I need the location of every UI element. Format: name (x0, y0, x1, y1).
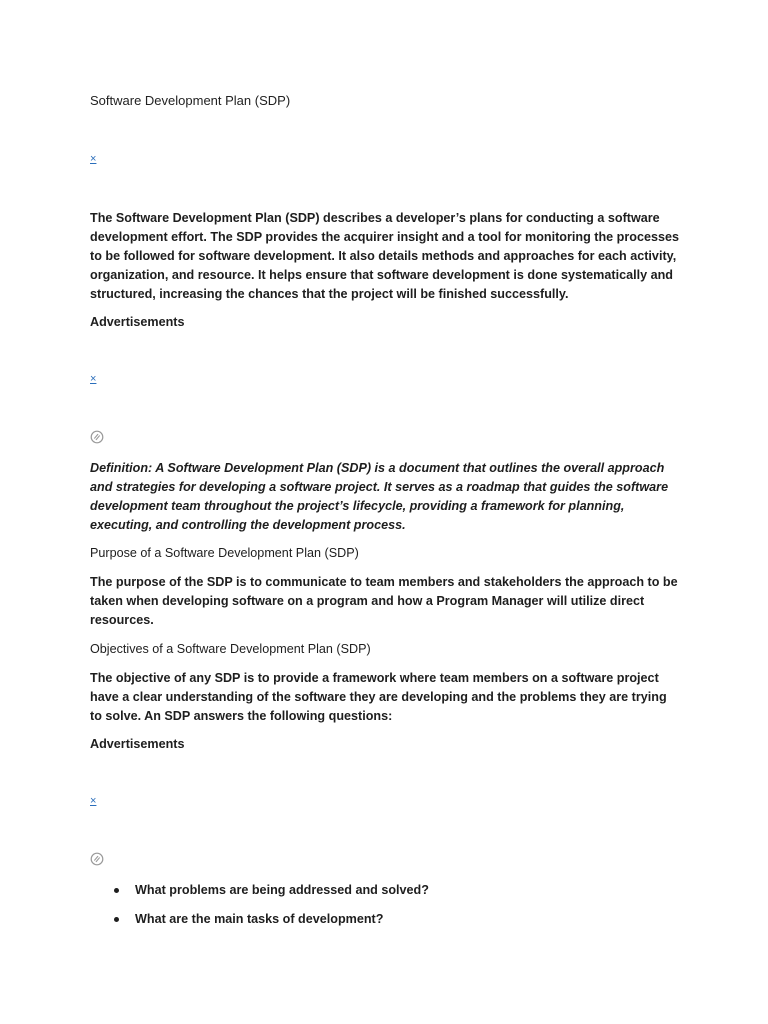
advertisements-label: Advertisements (90, 315, 185, 329)
ad-info-circle-icon[interactable] (90, 852, 104, 866)
list-item-text: What problems are being addressed and solved? (135, 883, 429, 897)
list-item (114, 881, 674, 900)
advertisements-label: Advertisements (90, 737, 185, 751)
purpose-heading: Purpose of a Software Development Plan (SDP) (90, 546, 359, 560)
bullet-icon (114, 917, 119, 922)
ad-info-circle-icon[interactable] (90, 430, 104, 444)
list-item-text: What are the main tasks of development? (135, 912, 384, 926)
definition-paragraph: Definition: A Software Development Plan (SDP) is a document that outlines the overall approach and strategies for developing a software project. It serves as a roadmap that guides the software development team throughout the project’s lifecycle, providing a framework for planning, executing, and controlling the development process. (90, 461, 669, 532)
list-item (114, 910, 674, 929)
objectives-heading: Objectives of a Software Development Plan (SDP) (90, 642, 371, 656)
close-icon[interactable]: × (90, 153, 97, 165)
close-icon[interactable]: × (90, 795, 97, 807)
bullet-icon (114, 888, 119, 893)
questions-list (114, 881, 674, 939)
document-title: Software Development Plan (SDP) (90, 93, 291, 108)
close-icon[interactable]: × (90, 373, 97, 385)
intro-paragraph: The Software Development Plan (SDP) describes a developer’s plans for conducting a software development effort. The SDP provides the acquirer insight and a tool for monitoring the processes to be followed for software development. It also details methods and approaches for each activity, organization, and resource. It helps ensure that software development is done systematically and structured, increasing the chances that the project will be finished successfully. (90, 211, 679, 301)
purpose-paragraph: The purpose of the SDP is to communicate to team members and stakeholders the approach to be taken when developing software on a program and how a Program Manager will utilize direct resources. (90, 575, 678, 627)
objectives-paragraph: The objective of any SDP is to provide a framework where team members on a software project have a clear understanding of the software they are developing and the problems they are trying to solve. An SDP answers the following questions: (90, 671, 667, 723)
